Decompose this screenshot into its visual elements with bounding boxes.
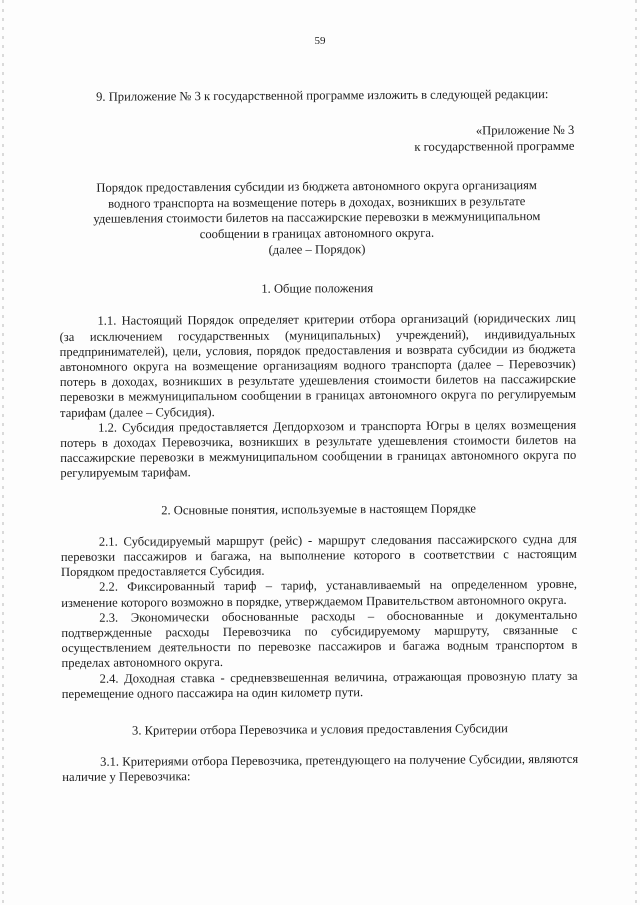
annex-reference <box>58 122 574 157</box>
document-title-main: Порядок предоставления субсидии из бюджета автономного округа организациям водного транспорта на возмещение потерь в доходах, возникших в результате удешевления стоимости билетов на пассажирские перевозки в межмуниципальном сообщении в границах автономного округа. <box>93 178 541 242</box>
section-heading-2: 2. Основные понятия, используемые в настоящем Порядке <box>161 501 477 517</box>
paragraph-1-2: 1.2. Субсидия предоставляется Депдорхозом и транспорта Югры в целях возмещения потерь в доходах Перевозчика, возникших в результате удешевления стоимости билетов на пассажирские перевозки в межмуниципальном сообщении в границах автономного округа по регулируемым тарифам. <box>60 417 577 481</box>
document-title <box>59 178 575 259</box>
document-title-sub: (далее – Порядок) <box>268 241 366 257</box>
paragraph-2-4: 2.4. Доходная ставка - средневзвешенная величина, отражающая провозную плату за перемещение одного пассажира на один километр пути. <box>61 668 578 701</box>
section-heading-3: 3. Критерии отбора Перевозчика и условия предоставления Субсидии <box>131 721 508 738</box>
paragraph-2-1: 2.1. Субсидируемый маршрут (рейс) - маршрут следования пассажирского судна для перевозки пассажиров и багажа, на выполнение которого в соответствии с настоящим Порядком предоставляется Субсидия. <box>60 531 577 580</box>
paragraph-2-3: 2.3. Экономически обоснованные расходы – обоснованные и документально подтвержденные расходы Перевозчика по субсидируемому маршруту, связанные с осуществлением деятельности по перевозке пассажиров и багажа водным транспортом в пределах автономного округа. <box>61 607 578 671</box>
annex-line-1: «Приложение № 3 <box>475 123 575 138</box>
scan-edge-right <box>635 0 637 905</box>
paragraph-1-1: 1.1. Настоящий Порядок определяет критерии отбора организаций (юридических лиц (за исключением государственных (муниципальных) учреждений), индивидуальных предпринимателей), цели, условия, порядок предоставления и возврата субсидии из бюджета автономного округа на возмещение организациям водного транспорта (далее – Перевозчик) потерь в доходах, возникших в результате удешевления стоимости билетов на пассажирские перевозки в межмуниципальном сообщении в границах автономного округа по регулируемым тарифам (далее – Субсидия). <box>59 311 576 420</box>
paragraph-3-1: 3.1. Критериями отбора Перевозчика, претендующего на получение Субсидии, являются наличие у Перевозчика: <box>62 752 579 785</box>
annex-line-2: к государственной программе <box>414 139 575 155</box>
intro-paragraph: 9. Приложение № 3 к государственной программе изложить в следующей редакции: <box>96 87 549 104</box>
page-number: 59 <box>314 35 326 47</box>
scan-edge-left <box>2 0 4 905</box>
document-body <box>58 81 578 786</box>
paragraph-2-2: 2.2. Фиксированный тариф – тариф, устанавливаемый на определенном уровне, изменение которого возможно в порядке, утверждаемом Правительством автономного округа. <box>61 577 578 610</box>
section-heading-1: 1. Общие положения <box>261 281 374 296</box>
